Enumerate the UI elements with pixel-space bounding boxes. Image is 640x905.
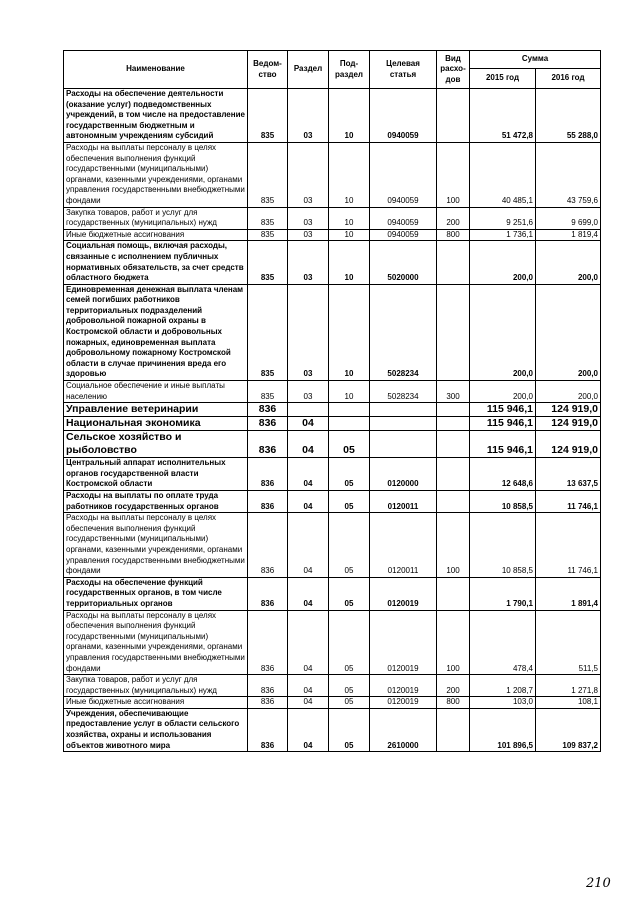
cell-sum-2016: 1 819,4 — [536, 229, 601, 241]
cell-sum-2016: 124 919,0 — [536, 431, 601, 458]
cell-sum-2016: 11 746,1 — [536, 513, 601, 578]
cell-vid-rashodov: 100 — [437, 513, 470, 578]
cell-razdel: 03 — [288, 241, 329, 284]
cell-celevaya-statya: 0120019 — [370, 610, 437, 675]
cell-vid-rashodov — [437, 89, 470, 143]
cell-sum-2016: 109 837,2 — [536, 708, 601, 751]
table-row — [64, 675, 601, 697]
cell-vedomstvo: 835 — [248, 207, 288, 229]
cell-vedomstvo: 835 — [248, 142, 288, 207]
table-row — [64, 403, 601, 417]
cell-name: Единовременная денежная выплата членам семей погибших работников территориальных подразделений добровольной пожарной охраны в Костромской области и добровольных пожарных, единовременная выплата добровольному пожарному Костромской области в случае причинения вреда его здоровью — [64, 284, 248, 380]
table-row — [64, 431, 601, 458]
cell-vedomstvo: 835 — [248, 241, 288, 284]
budget-sheet — [63, 50, 601, 752]
cell-vedomstvo: 836 — [248, 577, 288, 610]
cell-name: Социальное обеспечение и иные выплаты населению — [64, 381, 248, 403]
cell-razdel: 04 — [288, 513, 329, 578]
table-row — [64, 381, 601, 403]
cell-sum-2015: 40 485,1 — [470, 142, 536, 207]
cell-razdel: 03 — [288, 381, 329, 403]
cell-podrazdel: 10 — [329, 142, 370, 207]
table-row — [64, 697, 601, 709]
header-2016: 2016 год — [536, 69, 601, 89]
table-row — [64, 229, 601, 241]
cell-razdel: 04 — [288, 577, 329, 610]
table-row — [64, 284, 601, 380]
cell-name: Закупка товаров, работ и услуг для государственных (муниципальных) нужд — [64, 675, 248, 697]
cell-podrazdel: 05 — [329, 513, 370, 578]
cell-name: Закупка товаров, работ и услуг для государственных (муниципальных) нужд — [64, 207, 248, 229]
cell-razdel: 03 — [288, 284, 329, 380]
cell-celevaya-statya: 2610000 — [370, 708, 437, 751]
cell-podrazdel: 05 — [329, 577, 370, 610]
cell-razdel: 04 — [288, 697, 329, 709]
cell-vid-rashodov: 300 — [437, 381, 470, 403]
cell-sum-2016: 11 746,1 — [536, 491, 601, 513]
cell-sum-2016: 13 637,5 — [536, 458, 601, 491]
cell-podrazdel: 10 — [329, 241, 370, 284]
cell-celevaya-statya: 0940059 — [370, 207, 437, 229]
cell-vid-rashodov — [437, 577, 470, 610]
cell-sum-2015: 9 251,6 — [470, 207, 536, 229]
table-row — [64, 708, 601, 751]
cell-name: Расходы на выплаты персоналу в целях обеспечения выполнения функций государственными (муниципальными) органами, казенными учреждениями, органами управления государственными внебюджетными фондами — [64, 610, 248, 675]
cell-celevaya-statya: 0120019 — [370, 697, 437, 709]
cell-vid-rashodov — [437, 708, 470, 751]
cell-sum-2015: 51 472,8 — [470, 89, 536, 143]
cell-sum-2015: 200,0 — [470, 284, 536, 380]
cell-razdel: 03 — [288, 142, 329, 207]
cell-podrazdel: 10 — [329, 229, 370, 241]
header-vedomstvo: Ведом- ство — [248, 51, 288, 89]
cell-sum-2016: 124 919,0 — [536, 417, 601, 431]
header-name: Наименование — [64, 51, 248, 89]
cell-vid-rashodov — [437, 491, 470, 513]
cell-podrazdel: 10 — [329, 381, 370, 403]
cell-sum-2015: 115 946,1 — [470, 417, 536, 431]
cell-sum-2016: 124 919,0 — [536, 403, 601, 417]
cell-podrazdel — [329, 417, 370, 431]
header-summa: Сумма — [470, 51, 601, 69]
cell-celevaya-statya: 0120011 — [370, 491, 437, 513]
cell-celevaya-statya: 0120011 — [370, 513, 437, 578]
cell-razdel: 04 — [288, 491, 329, 513]
cell-vedomstvo: 836 — [248, 403, 288, 417]
cell-podrazdel: 05 — [329, 491, 370, 513]
table-row — [64, 577, 601, 610]
cell-sum-2016: 1 891,4 — [536, 577, 601, 610]
cell-vedomstvo: 836 — [248, 458, 288, 491]
cell-podrazdel: 05 — [329, 697, 370, 709]
cell-vid-rashodov — [437, 241, 470, 284]
cell-podrazdel: 05 — [329, 431, 370, 458]
cell-razdel: 04 — [288, 675, 329, 697]
cell-sum-2016: 200,0 — [536, 241, 601, 284]
budget-table — [63, 50, 601, 752]
cell-name: Сельское хозяйство и рыболовство — [64, 431, 248, 458]
table-row — [64, 207, 601, 229]
cell-name: Иные бюджетные ассигнования — [64, 697, 248, 709]
table-row — [64, 513, 601, 578]
table-body — [64, 89, 601, 752]
cell-razdel: 04 — [288, 458, 329, 491]
page-number: 210 — [586, 876, 611, 891]
cell-name: Управление ветеринарии — [64, 403, 248, 417]
cell-celevaya-statya: 0120019 — [370, 577, 437, 610]
cell-vedomstvo: 836 — [248, 491, 288, 513]
cell-name: Расходы на обеспечение функций государственных органов, в том числе территориальных органов — [64, 577, 248, 610]
cell-vid-rashodov — [437, 403, 470, 417]
cell-name: Центральный аппарат исполнительных органов государственной власти Костромской области — [64, 458, 248, 491]
cell-name: Социальная помощь, включая расходы, связанные с исполнением публичных нормативных обязательств, за счет средств областного бюджета — [64, 241, 248, 284]
cell-sum-2015: 10 858,5 — [470, 491, 536, 513]
cell-razdel — [288, 403, 329, 417]
cell-sum-2015: 478,4 — [470, 610, 536, 675]
cell-razdel: 04 — [288, 417, 329, 431]
cell-celevaya-statya: 0940059 — [370, 229, 437, 241]
table-row — [64, 610, 601, 675]
cell-celevaya-statya: 5028234 — [370, 381, 437, 403]
cell-razdel: 04 — [288, 708, 329, 751]
cell-celevaya-statya: 0120000 — [370, 458, 437, 491]
table-row — [64, 142, 601, 207]
cell-sum-2015: 1 208,7 — [470, 675, 536, 697]
cell-sum-2015: 115 946,1 — [470, 403, 536, 417]
cell-sum-2015: 1 790,1 — [470, 577, 536, 610]
cell-podrazdel: 10 — [329, 284, 370, 380]
cell-sum-2015: 10 858,5 — [470, 513, 536, 578]
cell-razdel: 03 — [288, 229, 329, 241]
cell-sum-2016: 108,1 — [536, 697, 601, 709]
cell-vid-rashodov: 200 — [437, 207, 470, 229]
cell-vedomstvo: 836 — [248, 697, 288, 709]
table-row — [64, 458, 601, 491]
cell-podrazdel: 05 — [329, 458, 370, 491]
cell-vedomstvo: 835 — [248, 229, 288, 241]
cell-vid-rashodov: 100 — [437, 610, 470, 675]
cell-podrazdel: 10 — [329, 89, 370, 143]
cell-vedomstvo: 835 — [248, 89, 288, 143]
cell-podrazdel: 05 — [329, 708, 370, 751]
cell-podrazdel: 05 — [329, 675, 370, 697]
cell-name: Расходы на выплаты персоналу в целях обеспечения выполнения функций государственными (муниципальными) органами, казенными учреждениями, органами управления государственными внебюджетными фондами — [64, 513, 248, 578]
header-celevaya-statya: Целевая статья — [370, 51, 437, 89]
cell-celevaya-statya — [370, 403, 437, 417]
cell-razdel: 04 — [288, 610, 329, 675]
cell-sum-2016: 43 759,6 — [536, 142, 601, 207]
cell-celevaya-statya: 5020000 — [370, 241, 437, 284]
cell-celevaya-statya: 0120019 — [370, 675, 437, 697]
cell-celevaya-statya: 5028234 — [370, 284, 437, 380]
cell-razdel: 03 — [288, 207, 329, 229]
cell-vedomstvo: 836 — [248, 431, 288, 458]
cell-sum-2015: 1 736,1 — [470, 229, 536, 241]
table-row — [64, 491, 601, 513]
cell-sum-2016: 1 271,8 — [536, 675, 601, 697]
cell-sum-2015: 103,0 — [470, 697, 536, 709]
cell-vid-rashodov: 200 — [437, 675, 470, 697]
cell-vid-rashodov — [437, 284, 470, 380]
header-2015: 2015 год — [470, 69, 536, 89]
cell-celevaya-statya — [370, 431, 437, 458]
cell-sum-2016: 55 288,0 — [536, 89, 601, 143]
cell-name: Национальная экономика — [64, 417, 248, 431]
cell-vedomstvo: 835 — [248, 381, 288, 403]
cell-sum-2016: 200,0 — [536, 284, 601, 380]
cell-sum-2016: 9 699,0 — [536, 207, 601, 229]
table-row — [64, 417, 601, 431]
cell-name: Учреждения, обеспечивающие предоставление услуг в области сельского хозяйства, охраны и использования объектов животного мира — [64, 708, 248, 751]
cell-vedomstvo: 836 — [248, 675, 288, 697]
cell-sum-2015: 101 896,5 — [470, 708, 536, 751]
header-razdel: Раздел — [288, 51, 329, 89]
cell-name: Расходы на выплаты персоналу в целях обеспечения выполнения функций государственными (муниципальными) органами, казенными учреждениями, органами управления государственными внебюджетными фондами — [64, 142, 248, 207]
table-row — [64, 89, 601, 143]
table-row — [64, 241, 601, 284]
cell-name: Расходы на обеспечение деятельности (оказание услуг) подведомственных учреждений, в том числе на предоставление государственным бюджетным и автономным учреждениям субсидий — [64, 89, 248, 143]
cell-celevaya-statya — [370, 417, 437, 431]
cell-sum-2015: 115 946,1 — [470, 431, 536, 458]
cell-podrazdel — [329, 403, 370, 417]
cell-vid-rashodov — [437, 417, 470, 431]
cell-vid-rashodov: 800 — [437, 697, 470, 709]
cell-sum-2015: 12 648,6 — [470, 458, 536, 491]
cell-vid-rashodov: 800 — [437, 229, 470, 241]
cell-razdel: 03 — [288, 89, 329, 143]
cell-vedomstvo: 836 — [248, 513, 288, 578]
cell-sum-2016: 511,5 — [536, 610, 601, 675]
cell-razdel: 04 — [288, 431, 329, 458]
cell-podrazdel: 10 — [329, 207, 370, 229]
cell-name: Расходы на выплаты по оплате труда работников государственных органов — [64, 491, 248, 513]
cell-sum-2016: 200,0 — [536, 381, 601, 403]
cell-celevaya-statya: 0940059 — [370, 89, 437, 143]
cell-vedomstvo: 836 — [248, 417, 288, 431]
header-podrazdel: Под- раздел — [329, 51, 370, 89]
cell-vid-rashodov — [437, 458, 470, 491]
cell-podrazdel: 05 — [329, 610, 370, 675]
cell-vedomstvo: 836 — [248, 708, 288, 751]
cell-celevaya-statya: 0940059 — [370, 142, 437, 207]
header-vid-rashodov: Вид расхо- дов — [437, 51, 470, 89]
cell-vedomstvo: 835 — [248, 284, 288, 380]
cell-vedomstvo: 836 — [248, 610, 288, 675]
cell-sum-2015: 200,0 — [470, 381, 536, 403]
cell-sum-2015: 200,0 — [470, 241, 536, 284]
cell-vid-rashodov — [437, 431, 470, 458]
cell-name: Иные бюджетные ассигнования — [64, 229, 248, 241]
cell-vid-rashodov: 100 — [437, 142, 470, 207]
